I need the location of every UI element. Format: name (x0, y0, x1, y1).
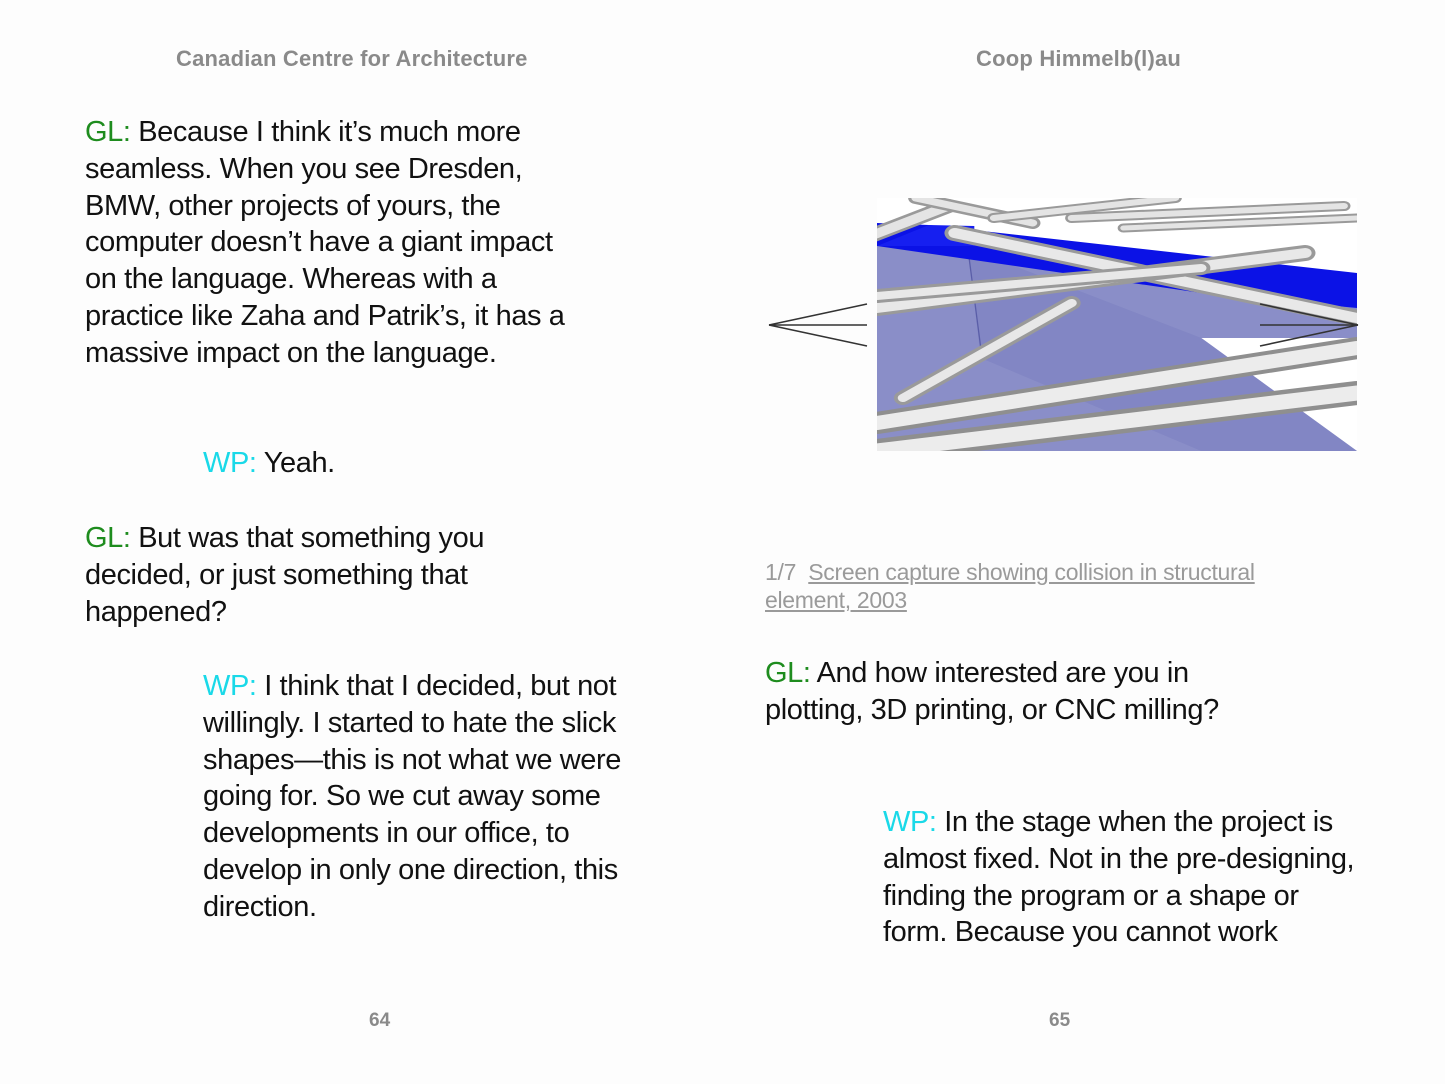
paragraph-text: I think that I decided, but not willingly. I started to hate the slick shapes—this is not what we were going for. So we cut away some developments in our office, to develop in only one direction, this direction. (203, 670, 621, 923)
running-head: Coop Himmelb(l)au (976, 46, 1182, 71)
paragraph-gl-1 (85, 114, 565, 372)
paragraph-text: In the stage when the project is almost fixed. Not in the pre-designing, finding the program or a shape or form. Because you cannot work (883, 806, 1355, 949)
page-number: 65 (1049, 1010, 1071, 1031)
speaker-label-wp: WP: (883, 806, 937, 838)
next-image-arrow-icon[interactable] (1256, 300, 1360, 350)
paragraph-text: And how interested are you in plotting, 3D printing, or CNC milling? (765, 657, 1219, 726)
figure-caption (765, 558, 1325, 614)
previous-image-arrow-icon[interactable] (767, 300, 871, 350)
running-head: Canadian Centre for Architecture (176, 46, 528, 71)
paragraph-gl-3 (765, 655, 1225, 729)
paragraph-text: But was that something you decided, or just something that happened? (85, 522, 485, 628)
paragraph-wp-2 (203, 668, 673, 926)
speaker-label-gl: GL: (85, 116, 131, 148)
speaker-label-wp: WP: (203, 447, 257, 479)
right-page (722, 0, 1445, 1084)
paragraph-text: Because I think it’s much more seamless. When you see Dresden, BMW, other projects of yours, the computer doesn’t have a giant impact on the language. Whereas with a practice like Zaha and Patrik’s, it has a massive impact on the language. (85, 116, 565, 369)
paragraph-text: Yeah. (256, 447, 335, 479)
speaker-label-gl: GL: (765, 657, 811, 689)
speaker-label-gl: GL: (85, 522, 131, 554)
paragraph-wp-1 (203, 445, 663, 482)
figure-caption-link[interactable]: Screen capture showing collision in structural element, 2003 (765, 559, 1255, 613)
left-page (0, 0, 722, 1084)
figure-number: 1/7 (765, 559, 797, 585)
paragraph-gl-2 (85, 520, 525, 630)
speaker-label-wp: WP: (203, 670, 257, 702)
page-number: 64 (369, 1010, 391, 1031)
paragraph-wp-3 (883, 804, 1363, 951)
